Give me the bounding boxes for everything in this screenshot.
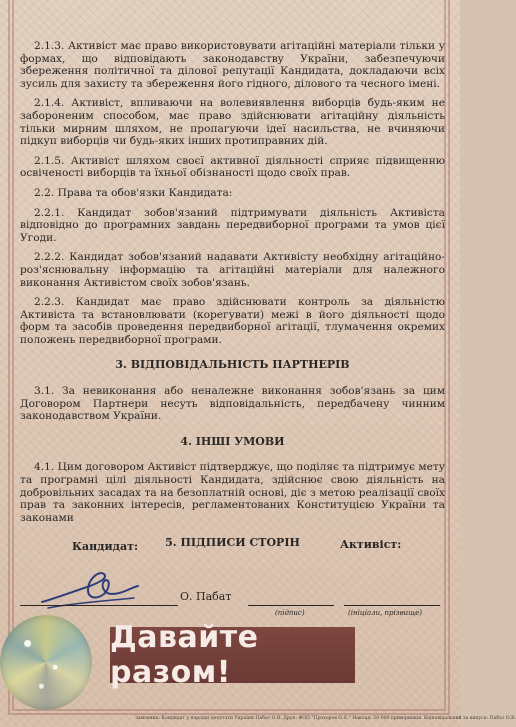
activist-label: Активіст: xyxy=(340,538,402,551)
section-5-title: 5. ПІДПИСИ СТОРІН xyxy=(165,536,300,550)
document-body xyxy=(20,40,445,563)
activist-signature-line xyxy=(248,605,334,606)
initials-caption: (ініціали, прізвище) xyxy=(348,609,423,617)
candidate-signature xyxy=(38,568,148,616)
activist-name-line xyxy=(344,605,440,606)
footer-imprint: Замовник: Кандидат у народні депутати України Пабат О.В. Друк: ФОП "Прохоров О.Є." Наклад: 50 000 примірників. Відповідальний за випуск: Пабат О.В. xyxy=(135,716,516,721)
section-4-title: 4. ІНШІ УМОВИ xyxy=(180,434,285,448)
paragraph-4-1: 4.1. Цим договором Активіст підтверджує, що поділяє та підтримує мету та програмні цілі діяльності Кандидата, здійснює свою діяльність на добровільних засадах та на безоплатній основі, діє з метою реалізації своїх прав та законних інтересів, регламентованих Конституцією України та законами xyxy=(20,461,445,524)
paragraph-2-2-2: 2.2.2. Кандидат зобов'язаний надавати Активісту необхідну агітаційно-роз'яснювальну інформацію та агітаційні матеріали для належного виконання Активістом своїх зобов'язань. xyxy=(20,251,445,289)
hologram-sticker xyxy=(0,615,92,710)
paragraph-2-1-3: 2.1.3. Активіст має право використовувати агітаційні матеріали тільки у формах, що відповідають законодавству України, забезпечуючи збереження політичної та ділової репутації Кандидата, докладаючи всіх зусиль для захисту та збереження його гідного, ділового та чесного імені. xyxy=(20,40,445,90)
section-3-title: 3. ВІДПОВІДАЛЬНІСТЬ ПАРТНЕРІВ xyxy=(115,358,350,372)
candidate-signature-line xyxy=(20,605,178,606)
signature-caption: (підпис) xyxy=(275,609,305,617)
paragraph-2-1-4: 2.1.4. Активіст, впливаючи на волевиявлення виборців будь-яким не забороненим способом, має право здійснювати агітаційну діяльність тільки мирним шляхом, не пропагуючи ідеї насильства, не вчиняючи підкуп виборців чи будь-яких інших протиправних дій. xyxy=(20,97,445,148)
paragraph-2-2-3: 2.2.3. Кандидат має право здійснювати контроль за діяльністю Активіста та встановлювати (корегувати) межі в його діяльності щодо форм та засобів проведення передвиборної агітації, тлумачення окремих положень передвиборної програми. xyxy=(20,296,445,346)
candidate-name: О. Пабат xyxy=(180,590,232,603)
paragraph-3-1: 3.1. За невиконання або неналежне виконання зобов'язань за цим Договором Партнери несуть відповідальність, передбачену чинним законодавством України. xyxy=(20,385,445,423)
paragraph-2-2: 2.2. Права та обов'язки Кандидата: xyxy=(34,186,233,199)
paragraph-2-1-5: 2.1.5. Активіст шляхом своєї активної діяльності сприяє підвищенню освіченості виборців та їхньої обізнаності щодо своїх прав. xyxy=(20,154,445,180)
candidate-label: Кандидат: xyxy=(72,540,139,553)
slogan-banner xyxy=(110,620,355,690)
slogan-text: Давайте разом! xyxy=(110,620,259,690)
paragraph-2-2-1: 2.2.1. Кандидат зобов'язаний підтримувати діяльність Активіста відповідно до програмних завдань передвиборної програми та умов цієї Угоди. xyxy=(20,206,445,244)
